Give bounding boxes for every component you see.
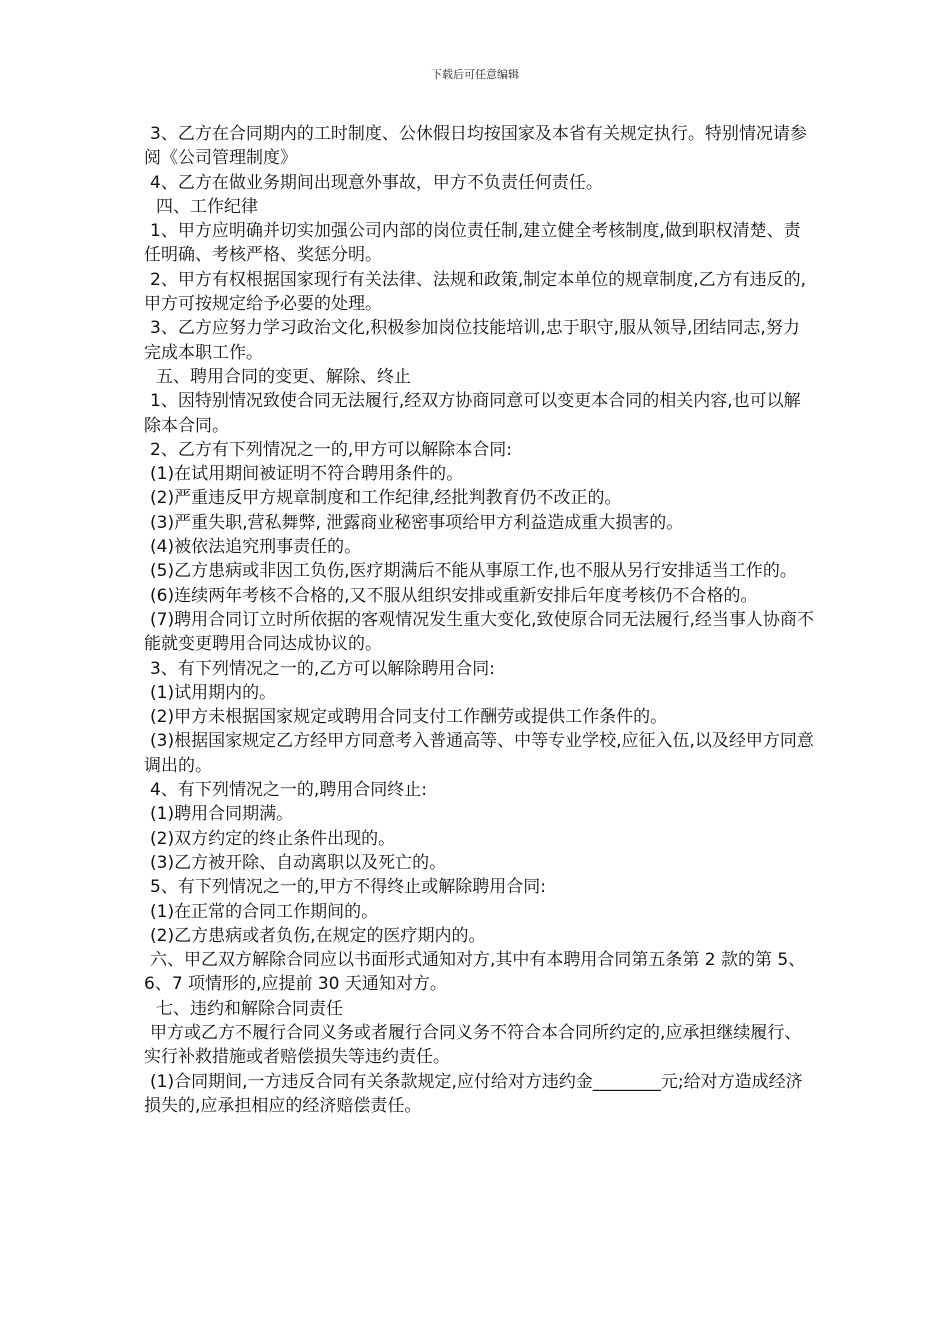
- section-heading: 五、聘用合同的变更、解除、终止: [156, 366, 411, 387]
- list-item: (1)在正常的合同工作期间的。: [150, 901, 379, 922]
- list-item: (2)甲方未根据国家规定或聘用合同支付工作酬劳或提供工作条件的。: [150, 707, 668, 728]
- list-item: (1)合同期间,一方违反合同有关条款规定,应付给对方违约金________元;给对方造成经济损失的,应承担相应的经济赔偿责任。: [144, 1071, 803, 1116]
- list-item: (1)试用期内的。: [150, 682, 277, 703]
- section-heading: 四、工作纪律: [156, 196, 258, 217]
- paragraph: 5、有下列情况之一的,甲方不得终止或解除聘用合同:: [150, 877, 546, 898]
- list-item: (5)乙方患病或非因工负伤,医疗期满后不能从事原工作,也不服从另行安排适当工作的。: [150, 561, 797, 582]
- list-item: (1)在试用期间被证明不符合聘用条件的。: [150, 464, 464, 485]
- paragraph: 3、有下列情况之一的,乙方可以解除聘用合同:: [150, 658, 495, 679]
- document-body: [144, 122, 816, 1118]
- list-item: (2)双方约定的终止条件出现的。: [150, 828, 396, 849]
- section-heading: 七、违约和解除合同责任: [156, 998, 343, 1019]
- paragraph: 2、甲方有权根据国家现行有关法律、法规和政策,制定本单位的规章制度,乙方有违反的,甲方可按规定给予必要的处理。: [144, 269, 807, 315]
- paragraph: 3、乙方在合同期内的工时制度、公休假日均按国家及本省有关规定执行。特别情况请参阅《公司管理制度》: [144, 124, 807, 169]
- list-item: (1)聘用合同期满。: [150, 804, 294, 825]
- paragraph: 六、甲乙双方解除合同应以书面形式通知对方,其中有本聘用合同第五条第 2 款的第 5、6、7 项情形的,应提前 30 天通知对方。: [144, 950, 806, 995]
- list-item: (3)乙方被开除、自动离职以及死亡的。: [150, 852, 447, 873]
- list-item: (7)聘用合同订立时所依据的客观情况发生重大变化,致使原合同无法履行,经当事人协商不能就变更聘用合同达成协议的。: [144, 609, 814, 655]
- paragraph: 3、乙方应努力学习政治文化,积极参加岗位技能培训,忠于职守,服从领导,团结同志,努力完成本职工作。: [144, 318, 800, 363]
- list-item: (2)严重违反甲方规章制度和工作纪律,经批判教育仍不改正的。: [150, 488, 622, 509]
- list-item: (6)连续两年考核不合格的,又不服从组织安排或重新安排后年度考核仍不合格的。: [150, 585, 758, 606]
- paragraph: 2、乙方有下列情况之一的,甲方可以解除本合同:: [150, 439, 512, 460]
- paragraph: 甲方或乙方不履行合同义务或者履行合同义务不符合本合同所约定的,应承担继续履行、实行补救措施或者赔偿损失等违约责任。: [144, 1022, 802, 1068]
- page-header: 下载后可任意编辑: [431, 68, 519, 81]
- paragraph: 4、有下列情况之一的,聘用合同终止:: [150, 780, 427, 801]
- paragraph: 4、乙方在做业务期间出现意外事故，甲方不负责任何责任。: [150, 172, 603, 193]
- paragraph: 1、因特别情况致使合同无法履行,经双方协商同意可以变更本合同的相关内容,也可以解除本合同。: [144, 391, 801, 436]
- list-item: (3)根据国家规定乙方经甲方同意考入普通高等、中等专业学校,应征入伍,以及经甲方同意调出的。: [144, 731, 814, 776]
- list-item: (2)乙方患病或者负伤,在规定的医疗期内的。: [150, 925, 486, 946]
- list-item: (3)严重失职,营私舞弊, 泄露商业秘密事项给甲方利益造成重大损害的。: [150, 512, 684, 533]
- paragraph: 1、甲方应明确并切实加强公司内部的岗位责任制,建立健全考核制度,做到职权清楚、责任明确、考核严格、奖惩分明。: [144, 221, 801, 266]
- list-item: (4)被依法追究刑事责任的。: [150, 537, 362, 558]
